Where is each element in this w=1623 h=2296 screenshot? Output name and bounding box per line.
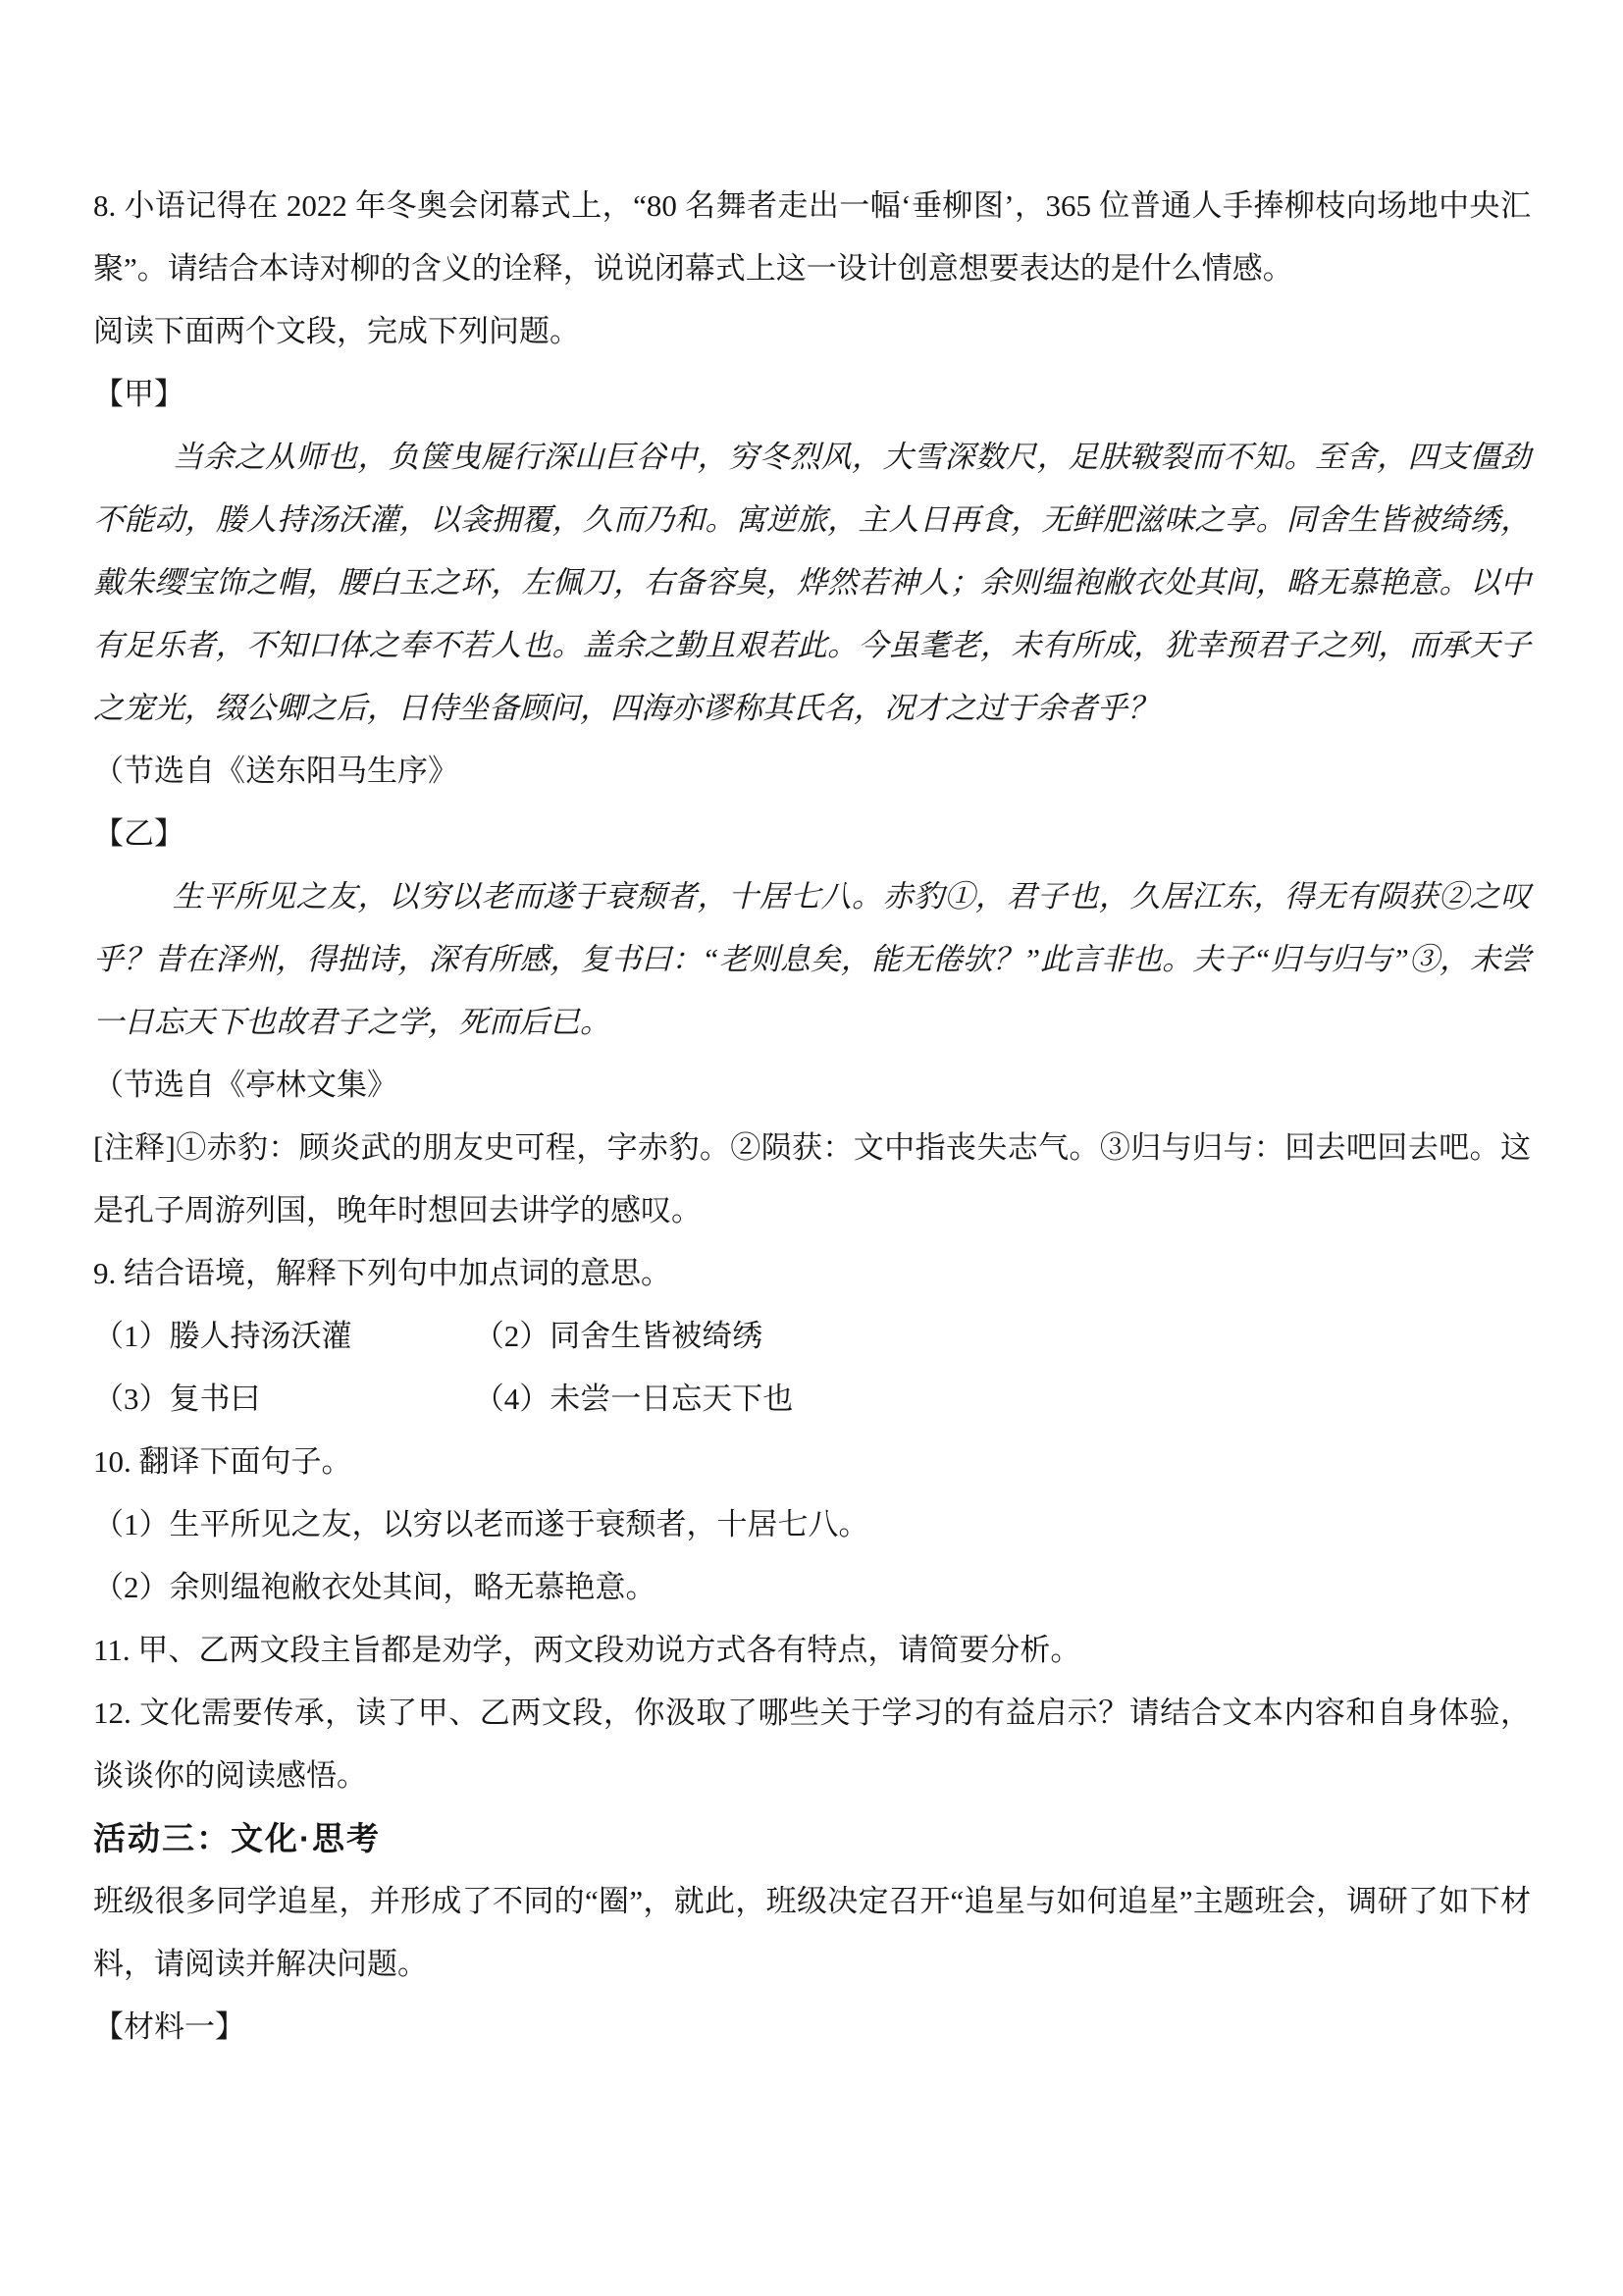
passage-yi: 生平所见之友，以穷以老而遂于衰颓者，十居七八。赤豹①，君子也，久居江东，得无有陨获②之叹乎？昔在泽州，得拙诗，深有所感，复书曰：“老则息矣，能无倦欤？”此言非也。夫子“归与归与”③，未尝一日忘天下也故君子之学，死而后已。 — [93, 879, 1531, 1039]
material-1-label: 【材料一】 — [93, 2009, 245, 2044]
q9-item-1: （1）媵人持汤沃灌 — [93, 1319, 352, 1353]
question-12-text: 12. 文化需要传承，读了甲、乙两文段，你汲取了哪些关于学习的有益启示？请结合文本内容和自身体验，谈谈你的阅读感悟。 — [93, 1696, 1531, 1793]
question-9-items-row-2 — [93, 1368, 1531, 1431]
q9-item-4: （4）未尝一日忘天下也 — [473, 1382, 794, 1416]
reading-instruction: 阅读下面两个文段，完成下列问题。 — [93, 314, 580, 348]
source-citation-jia: （节选自《送东阳马生序》 — [93, 754, 458, 788]
question-8-text: 8. 小语记得在 2022 年冬奥会闭幕式上，“80 名舞者走出一幅‘垂柳图’，365 位普通人手捧柳枝向场地中央汇聚”。请结合本诗对柳的含义的诠释，说说闭幕式上这一设计创意想要表达的是什么情感。 — [93, 188, 1531, 286]
source-citation-yi: （节选自《亭林文集》 — [93, 1068, 397, 1102]
question-10-text: 10. 翻译下面句子。 — [93, 1444, 352, 1479]
passage-jia: 当余之从师也，负箧曳屣行深山巨谷中，穷冬烈风，大雪深数尺，足肤皲裂而不知。至舍，四支僵劲不能动，媵人持汤沃灌，以衾拥覆，久而乃和。寓逆旅，主人日再食，无鲜肥滋味之享。同舍生皆被绮绣，戴朱缨宝饰之帽，腰白玉之环，左佩刀，右备容臭，烨然若神人；余则缊袍敝衣处其间，略无慕艳意。以中有足乐者，不知口体之奉不若人也。盖余之勤且艰若此。今虽耄老，未有所成，犹幸预君子之列，而承天子之宠光，缀公卿之后，日侍坐备顾问，四海亦谬称其氏名，况才之过于余者乎？ — [93, 440, 1531, 725]
question-11-text: 11. 甲、乙两文段主旨都是劝学，两文段劝说方式各有特点，请简要分析。 — [93, 1633, 1081, 1667]
passage-label-yi: 【乙】 — [93, 816, 184, 851]
activity-3-heading: 活动三：文化·思考 — [93, 1820, 381, 1856]
passage-annotations: [注释]①赤豹：顾炎武的朋友史可程，字赤豹。②陨获：文中指丧失志气。③归与归与：回去吧回去吧。这是孔子周游列国，晚年时想回去讲学的感叹。 — [93, 1130, 1531, 1227]
q10-item-1: （1）生平所见之友，以穷以老而遂于衰颓者，十居七八。 — [93, 1507, 869, 1541]
q10-item-2: （2）余则缊袍敝衣处其间，略无慕艳意。 — [93, 1570, 656, 1604]
q9-item-3: （3）复书曰 — [93, 1382, 261, 1416]
passage-label-jia: 【甲】 — [93, 377, 184, 411]
question-9-items-row-1 — [93, 1305, 1531, 1368]
fan-activity-intro: 班级很多同学追星，并形成了不同的“圈”，就此，班级决定召开“追星与如何追星”主题班会，调研了如下材料，请阅读并解决问题。 — [93, 1884, 1531, 1981]
question-9-text: 9. 结合语境，解释下列句中加点词的意思。 — [93, 1256, 671, 1290]
q9-item-2: （2）同舍生皆被绮绣 — [473, 1319, 763, 1353]
